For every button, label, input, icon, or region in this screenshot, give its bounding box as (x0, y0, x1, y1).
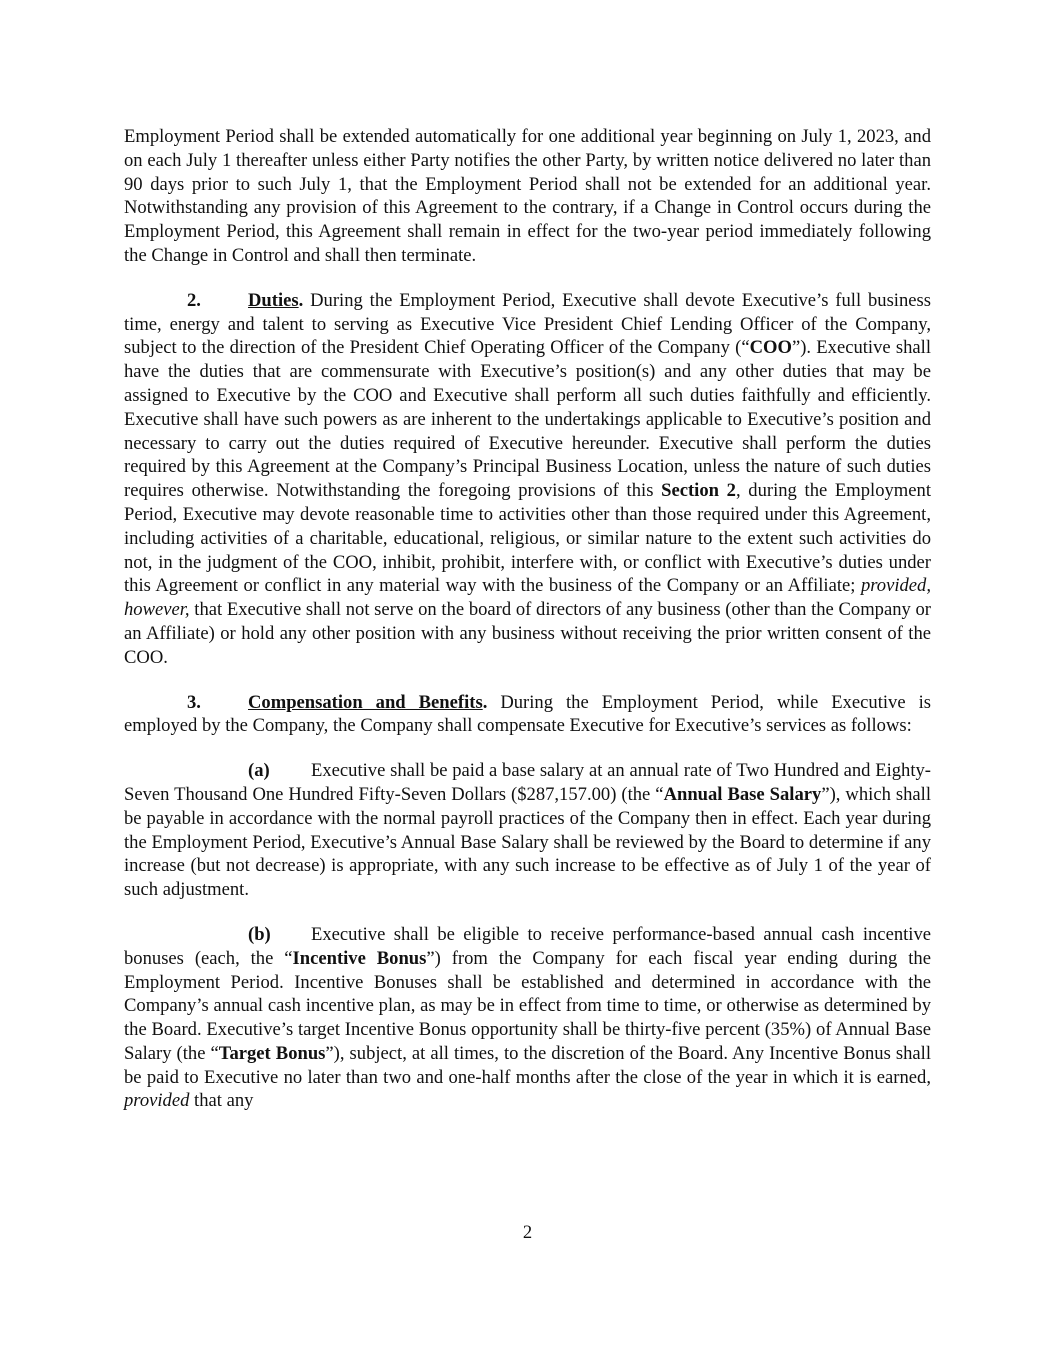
body-text: Executive shall be eligible to receive performance-based annual cash incentive bonuses (each, the “ (124, 923, 931, 969)
subsection-label: (b) (248, 923, 271, 945)
proviso-text: provided, however, (124, 575, 931, 621)
document-page (124, 125, 931, 1134)
defined-term: Target Bonus (218, 1042, 326, 1064)
defined-term: Annual Base Salary (663, 783, 822, 805)
heading-punct: . (482, 691, 488, 713)
subsection-label: (a) (248, 760, 270, 782)
subsection-b-incentive-bonus (124, 923, 931, 1113)
body-text: that any (189, 1090, 254, 1112)
body-text: ”) from the Company for each fiscal year ending during the Employment Period. Incentive Bonuses shall be established and determined in accordance with the Company’s annual cash incentive plan, as may be in effect from time to time, or otherwise as determined by the Board. Executive’s target Incentive Bonus opportunity shall be thirty-five percent (35%) of Annual Base Salary (the “ (124, 947, 931, 1064)
section-heading: Compensation and Benefits (248, 691, 483, 713)
body-text: During the Employment Period, while Executive is employed by the Company, the Company shall compensate Executive for Executive’s services as follows: (124, 691, 931, 737)
body-text: ”), which shall be payable in accordance with the normal payroll practices of the Company then in effect. Each year during the Employment Period, Executive’s Annual Base Salary shall be reviewed by the Board to determine if any increase (but not decrease) is appropriate, with any such increase to be effective as of July 1 of the year of such adjustment. (124, 783, 931, 901)
body-text: ”). Executive shall have the duties that are commensurate with Executive’s position(s) and any other duties that may be assigned to Executive by the COO and Executive shall perform all such duties faithfully and efficiently. Executive shall have such powers as are inherent to the undertakings applicable to Executive’s position and necessary to carry out the duties required of Executive hereunder. Executive shall perform the duties required by this Agreement at the Company’s Principal Business Location, unless the nature of such duties requires otherwise. Notwithstanding the foregoing provisions of this (124, 337, 931, 502)
heading-punct: . (298, 289, 304, 311)
section-2-duties (124, 289, 931, 670)
section-number: 2. (187, 289, 201, 311)
section-heading: Duties (248, 289, 299, 311)
section-number: 3. (187, 691, 201, 713)
intro-text: Employment Period shall be extended automatically for one additional year beginning on July 1, 2023, and on each July 1 thereafter unless either Party notifies the other Party, by written notice delivered no later than 90 days prior to such July 1, that the Employment Period shall not be extended for an additional year. Notwithstanding any provision of this Agreement to the contrary, if a Change in Control occurs during the Employment Period, this Agreement shall remain in effect for the two-year period immediately following the Change in Control and shall then terminate. (124, 126, 931, 266)
intro-paragraph (124, 125, 931, 268)
page-number: 2 (522, 1222, 533, 1243)
proviso-text: provided (124, 1090, 190, 1112)
body-text: ”), subject, at all times, to the discretion of the Board. Any Incentive Bonus shall be paid to Executive no later than two and one-half months after the close of the year in which it is earned, (124, 1042, 931, 1088)
section-3-compensation (124, 691, 931, 739)
body-text: Executive shall be paid a base salary at an annual rate of Two Hundred and Eighty-Seven Thousand One Hundred Fifty-Seven Dollars ($287,157.00) (the “ (124, 760, 931, 805)
body-text: that Executive shall not serve on the board of directors of any business (other than the Company or an Affiliate) or hold any other position with any business without receiving the prior written consent of the COO. (124, 599, 931, 668)
subsection-a-base-salary (124, 759, 931, 902)
defined-term: Incentive Bonus (292, 947, 427, 969)
body-text: , during the Employment Period, Executive may devote reasonable time to activities other than those required under this Agreement, including activities of a charitable, educational, religious, or similar nature to the extent such activities do not, in the judgment of the COO, inhibit, prohibit, interfere with, or conflict with Executive’s duties under this Agreement or conflict in any material way with the business of the Company or an Affiliate; (124, 480, 931, 597)
body-text: During the Employment Period, Executive shall devote Executive’s full business time, energy and talent to serving as Executive Vice President Chief Lending Officer of the Company, subject to the direction of the President Chief Operating Officer of the Company (“ (124, 289, 931, 359)
defined-term: COO (749, 337, 792, 359)
section-reference: Section 2 (661, 480, 736, 502)
